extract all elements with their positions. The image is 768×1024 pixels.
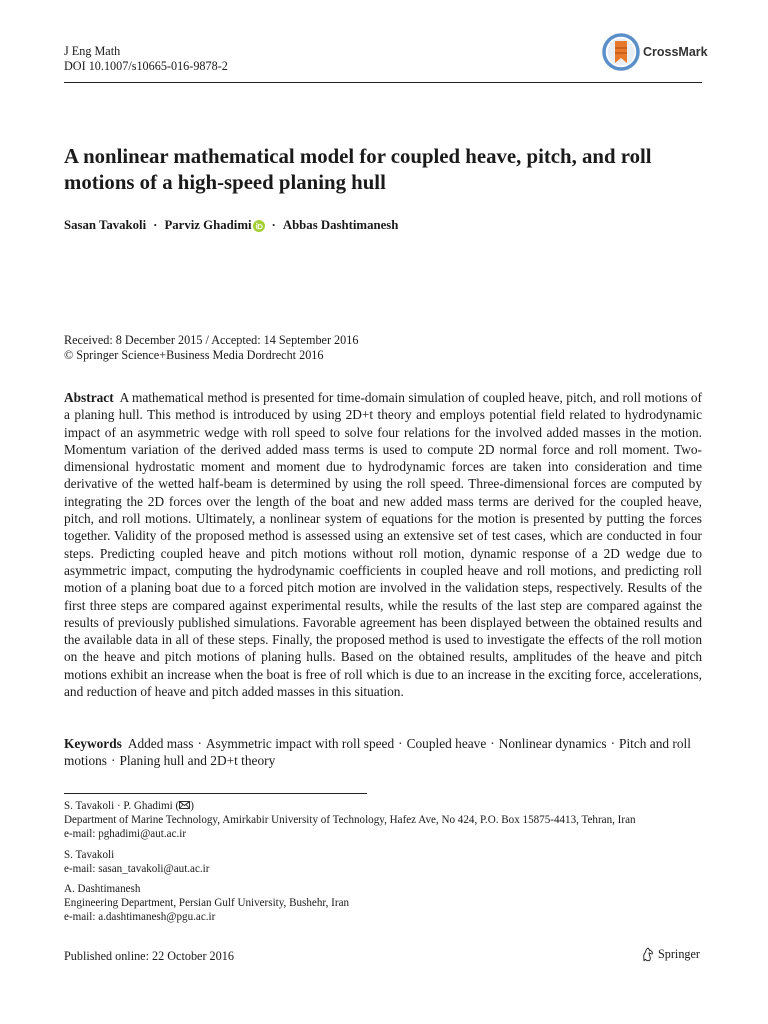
keyword-separator: · [197,736,202,751]
header-divider [64,82,702,83]
affiliation-paren: ) [190,800,194,812]
author-separator: · [271,218,276,232]
affiliation-department: Engineering Department, Persian Gulf University, Bushehr, Iran [64,897,350,910]
abstract-label: Abstract [64,390,114,405]
springer-horse-icon [641,947,654,962]
keywords-label: Keywords [64,736,122,751]
keyword: Asymmetric impact with roll speed [205,736,395,751]
copyright: © Springer Science+Business Media Dordrecht 2016 [64,348,324,362]
keyword: Added mass [127,736,194,751]
received-accepted: Received: 8 December 2015 / Accepted: 14 September 2016 [64,333,359,347]
doi[interactable]: DOI 10.1007/s10665-016-9878-2 [64,59,228,73]
author-list [64,218,398,233]
publisher-name: Springer [658,947,700,961]
affiliation-email[interactable]: e-mail: pghadimi@aut.ac.ir [64,828,187,841]
affiliation-email[interactable]: e-mail: sasan_tavakoli@aut.ac.ir [64,863,210,876]
author-separator: · [153,218,158,232]
keyword-separator: · [490,736,495,751]
affiliation-department: Department of Marine Technology, Amirkabir University of Technology, Hafez Ave, No 424, P.O. Box 15875-4413, Tehran, Iran [64,814,636,827]
affiliation-block [64,799,704,842]
keyword-separator: · [111,753,116,769]
keyword-separator: · [398,736,403,751]
footnote-divider [64,793,367,794]
journal-meta [64,44,228,74]
affiliation-block [64,848,704,876]
abstract [64,389,702,700]
crossmark-label: CrossMark [643,45,708,59]
keyword: Pitch and roll motions [64,736,691,769]
paper-title: A nonlinear mathematical model for coupled heave, pitch, and roll motions of a high-speed planing hull [64,145,652,194]
keyword: Coupled heave [406,736,487,751]
affiliation-names [64,799,704,813]
affiliation-email[interactable]: e-mail: a.dashtimanesh@pgu.ac.ir [64,911,216,924]
affiliation-authors: A. Dashtimanesh [64,883,141,895]
journal-name: J Eng Math [64,44,121,58]
affiliation-authors: S. Tavakoli [64,849,115,861]
crossmark-icon [602,33,640,71]
keyword: Nonlinear dynamics [498,736,607,751]
dates-block [64,333,358,363]
abstract-text: A mathematical method is presented for time-domain simulation of coupled heave, pitch, and roll motions of a planing hull. This method is introduced by using 2D+t theory and employs potential field related to hydrodynamic impact of an asymmetric wedge with roll speed to solve four relations for the involved added masses in the motion. Momentum variation of the derived added mass terms is used to compute 2D normal force and roll moment. Two-dimensional hydrostatic moment and moment due to hydrodynamic forces are taken into consideration and time derivative of the wetted half-beam is determined by using the roll speed. Three-dimensional forces are computed by integrating the 2D forces over the length of the boat and new added mass terms are derived for the coupled heave, pitch, and roll motions. Ultimately, a nonlinear system of equations for the motion is presented by putting the forces together. Validity of the proposed method is assessed using an extensive set of test cases, which are conducted in four steps. Predicting coupled heave and pitch motions without roll motion, dynamic response of a 2D wedge due to asymmetric impact, computing the hydrodynamic coefficients in coupled heave and roll motions, and predicting roll motion of a planing boat due to a forced pitch motion are involved in the validation steps, respectively. Results of the first three steps are compared against experimental results, while the results of the last step are compared against the results of previously published simulations. Favorable agreement has been displayed between the obtained results and the available data in all of these steps. Finally, the proposed method is used to investigate the effects of the roll motion on the heave and pitch motions of planing hulls. Based on the obtained results, amplitudes of the heave and pitch motions exhibit an increase when the boat is free of roll which is due to an increase in the exciting force, accelerations, and reduction of heave and pitch added masses in this situation. [64,390,702,700]
author-name[interactable]: Sasan Tavakoli [64,218,147,232]
keyword: Planing hull and 2D+t theory [119,753,276,769]
envelope-icon [179,801,190,809]
affiliation-authors: S. Tavakoli · P. Ghadimi ( [64,800,180,812]
affiliation-block [64,882,704,925]
crossmark-badge[interactable] [602,33,708,71]
springer-logo [641,947,700,962]
published-online: Published online: 22 October 2016 [64,949,234,963]
author-name[interactable]: Abbas Dashtimanesh [282,218,399,232]
keywords [64,735,702,770]
author-name[interactable]: Parviz Ghadimi [164,218,252,232]
keyword-separator: · [610,736,616,751]
orcid-icon[interactable] [253,220,265,232]
